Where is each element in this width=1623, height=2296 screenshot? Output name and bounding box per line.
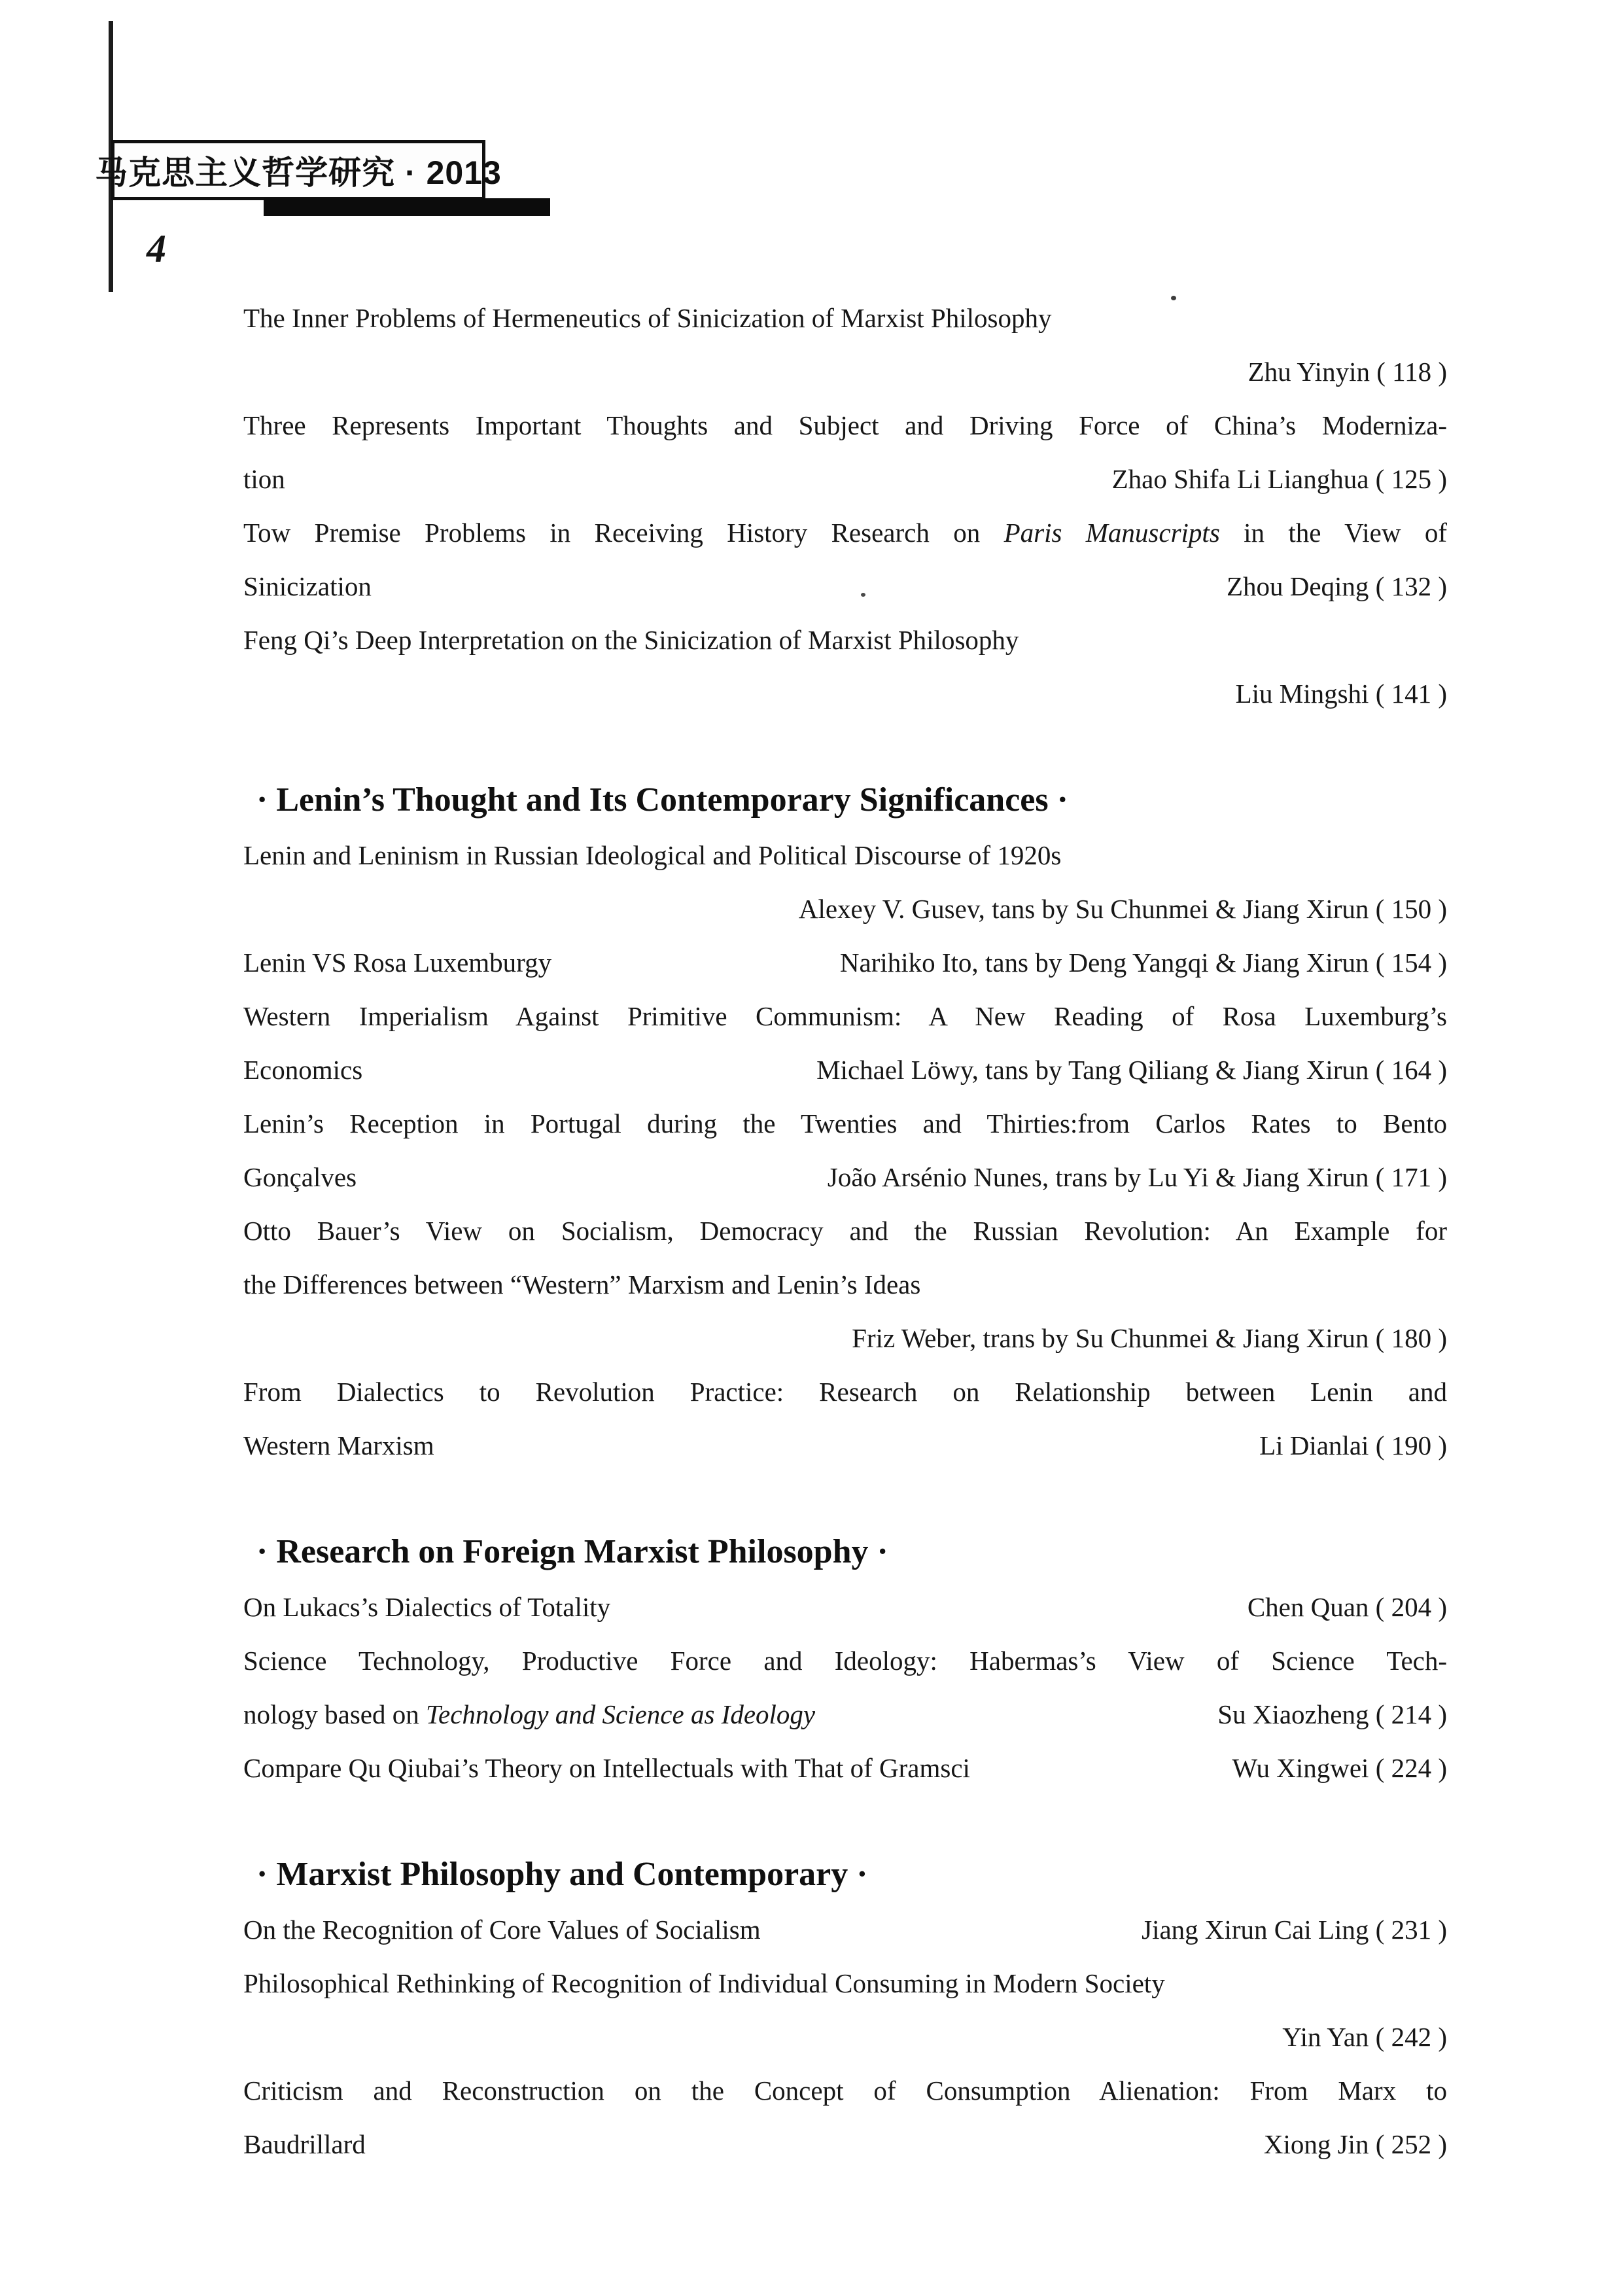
toc-line (243, 345, 1447, 398)
toc-item-title (243, 1150, 357, 1204)
toc-item-title-italic-segment: Paris Manuscripts (1003, 518, 1220, 548)
toc-item-author-page: Narihiko Ito, tans by Deng Yangqi & Jiang Xirun ( 154 ) (839, 947, 1447, 978)
toc-line (243, 1150, 1447, 1204)
toc-item-title (243, 1580, 610, 1634)
toc-line (243, 1311, 1447, 1365)
toc-item-title (243, 1269, 920, 1299)
toc-item-author-page: Jiang Xirun Cai Ling ( 231 ) (1142, 1915, 1447, 1945)
toc-line (243, 291, 1447, 345)
toc-item-author-page: Michael Löwy, tans by Tang Qiliang & Jiang Xirun ( 164 ) (816, 1055, 1447, 1085)
toc-item-title (243, 1043, 362, 1097)
toc-item-title-segment: Criticism and Reconstruction on the Concept of Consumption Alienation: From Marx to (243, 2075, 1447, 2106)
toc-item-title-segment: Tow Premise Problems in Receiving History Research on (243, 518, 1004, 548)
toc-item-author-page: Zhou Deqing ( 132 ) (1226, 571, 1447, 601)
toc-item-author-page: Yin Yan ( 242 ) (1282, 2022, 1447, 2052)
toc-item-author-page: João Arsénio Nunes, trans by Lu Yi & Jiang Xirun ( 171 ) (827, 1162, 1447, 1192)
toc-line (243, 1419, 1447, 1472)
toc-line (243, 1204, 1447, 1258)
toc-line (243, 452, 1447, 506)
toc-item-title (243, 303, 1051, 333)
toc-item-title (243, 1419, 434, 1472)
toc-line (243, 613, 1447, 667)
toc-item-title (243, 1377, 1447, 1407)
toc-item-title-segment: Western Imperialism Against Primitive Communism: A New Reading of Rosa Luxemburg’s (243, 1001, 1447, 1031)
toc-item-title (243, 2075, 1447, 2106)
toc-line (243, 559, 1447, 613)
toc-line (243, 398, 1447, 452)
toc-item-title-segment: Philosophical Rethinking of Recognition of Individual Consuming in Modern Society (243, 1968, 1165, 1998)
toc-item-author-page: Li Dianlai ( 190 ) (1259, 1430, 1447, 1460)
toc-line (243, 936, 1447, 989)
toc-item-title (243, 936, 551, 989)
toc-line (243, 1365, 1447, 1419)
toc-item-title (243, 1968, 1165, 1998)
toc-item-title-segment: Sinicization (243, 571, 372, 601)
section-heading: · Marxist Philosophy and Contemporary · (256, 1856, 868, 1893)
toc-item-author-page: Zhao Shifa Li Lianghua ( 125 ) (1111, 464, 1447, 494)
section-heading: · Research on Foreign Marxist Philosophy · (256, 1533, 888, 1570)
toc-item-title (243, 1687, 815, 1741)
section-heading: · Lenin’s Thought and Its Contemporary Significances · (256, 781, 1068, 819)
toc-item-title-segment: The Inner Problems of Hermeneutics of Sinicization of Marxist Philosophy (243, 303, 1052, 333)
toc-item-title-segment: Lenin and Leninism in Russian Ideological and Political Discourse of 1920s (243, 840, 1062, 870)
toc-item-title-segment: From Dialectics to Revolution Practice: Research on Relationship between Lenin and (243, 1377, 1447, 1407)
toc-item-title (243, 1108, 1447, 1139)
toc-line (243, 1043, 1447, 1097)
toc-item-title (243, 410, 1447, 440)
toc-item-title-segment: Western Marxism (243, 1430, 434, 1460)
toc-item-title-segment: Feng Qi’s Deep Interpretation on the Sinicization of Marxist Philosophy (243, 625, 1019, 655)
toc-item-author-page: Alexey V. Gusev, tans by Su Chunmei & Jiang Xirun ( 150 ) (798, 894, 1447, 924)
journal-header-box (95, 140, 502, 200)
toc-line (243, 506, 1447, 559)
toc-item-title-segment: On Lukacs’s Dialectics of Totality (243, 1592, 611, 1622)
toc-item-title-segment: tion (243, 464, 285, 494)
toc-line (243, 1956, 1447, 2010)
toc-item-title (243, 2117, 366, 2171)
toc-line (243, 2064, 1447, 2117)
toc-item-author-page: Su Xiaozheng ( 214 ) (1217, 1699, 1447, 1729)
toc-item-title-segment: Lenin VS Rosa Luxemburgy (243, 947, 552, 978)
toc-item-title-segment: On the Recognition of Core Values of Socialism (243, 1915, 761, 1945)
toc-item-author-page: Liu Mingshi ( 141 ) (1235, 679, 1447, 709)
toc-line (243, 828, 1447, 882)
toc-item-title (243, 1903, 761, 1956)
toc-line (243, 2010, 1447, 2064)
toc-line (243, 2117, 1447, 2171)
toc-line (243, 882, 1447, 936)
toc-item-author-page: Friz Weber, trans by Su Chunmei & Jiang Xirun ( 180 ) (852, 1323, 1447, 1353)
toc-line (243, 989, 1447, 1043)
toc-item-title (243, 1001, 1447, 1031)
toc-item-title (243, 1216, 1447, 1246)
toc-item-title-segment: in the View of (1219, 518, 1447, 548)
toc-line (243, 1903, 1447, 1956)
toc-line (243, 1634, 1447, 1687)
header-underline-bar (264, 198, 550, 216)
toc-line (243, 667, 1447, 720)
toc-item-title-segment: the Differences between “Western” Marxism and Lenin’s Ideas (243, 1269, 921, 1299)
toc-line (243, 1258, 1447, 1311)
toc-item-title-segment: Science Technology, Productive Force and Ideology: Habermas’s View of Science Tech- (243, 1646, 1447, 1676)
toc-line (243, 1097, 1447, 1150)
toc-item-title-segment: Baudrillard (243, 2129, 366, 2159)
toc-body (243, 291, 1447, 2171)
toc-item-author-page: Zhu Yinyin ( 118 ) (1248, 357, 1447, 387)
toc-item-title-segment: Three Represents Important Thoughts and Subject and Driving Force of China’s Moderniza- (243, 410, 1447, 440)
toc-item-author-page: Xiong Jin ( 252 ) (1263, 2129, 1447, 2159)
toc-item-title-segment: Compare Qu Qiubai’s Theory on Intellectuals with That of Gramsci (243, 1753, 970, 1783)
toc-item-title-segment: Lenin’s Reception in Portugal during the Twenties and Thirties:from Carlos Rates to Bento (243, 1108, 1447, 1139)
toc-line (243, 1580, 1447, 1634)
toc-item-title (243, 1646, 1447, 1676)
page-number: 4 (147, 227, 166, 270)
toc-item-title (243, 452, 285, 506)
toc-item-title-segment: nology based on (243, 1699, 426, 1729)
journal-title: 马克思主义哲学研究 · 2013 (95, 154, 502, 191)
toc-line (243, 1687, 1447, 1741)
toc-item-title (243, 518, 1447, 548)
toc-item-title (243, 559, 372, 613)
toc-item-title (243, 840, 1061, 870)
toc-item-title-segment: Economics (243, 1055, 363, 1085)
toc-item-author-page: Wu Xingwei ( 224 ) (1232, 1753, 1447, 1783)
toc-item-author-page: Chen Quan ( 204 ) (1247, 1592, 1447, 1622)
toc-item-title (243, 1741, 970, 1795)
toc-item-title (243, 625, 1019, 655)
toc-item-title-segment: Gonçalves (243, 1162, 357, 1192)
toc-item-title-segment: Otto Bauer’s View on Socialism, Democracy and the Russian Revolution: An Example for (243, 1216, 1447, 1246)
toc-line (243, 1741, 1447, 1795)
toc-item-title-italic-segment: Technology and Science as Ideology (426, 1699, 816, 1729)
